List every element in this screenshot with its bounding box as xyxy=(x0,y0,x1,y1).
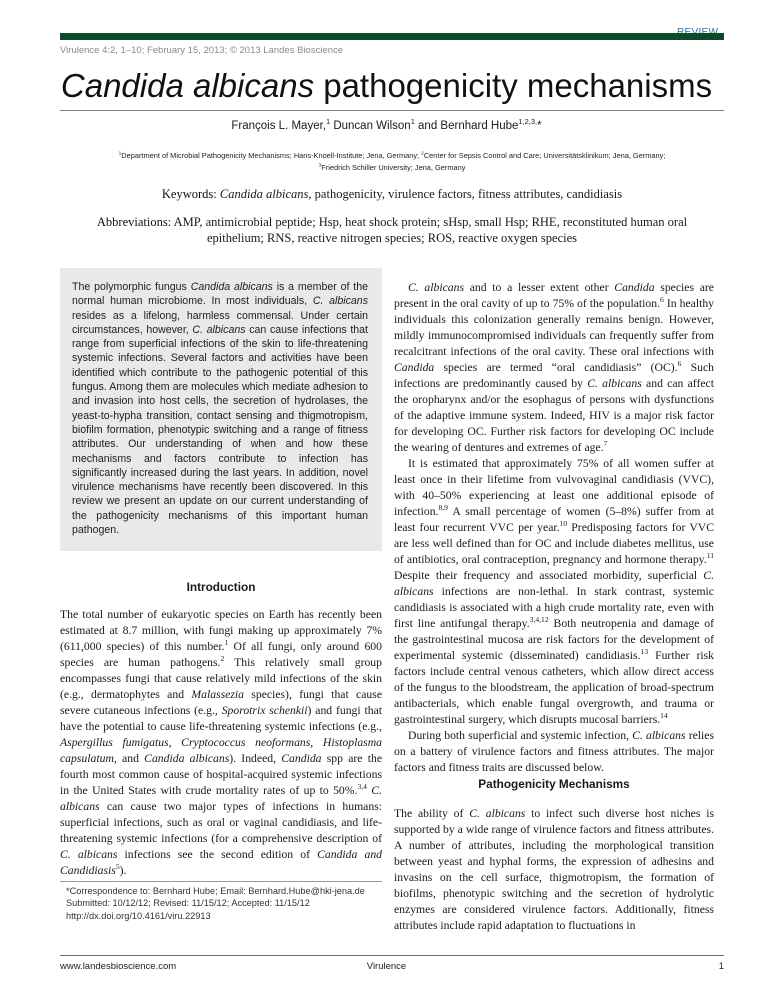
affiliation-line-1 xyxy=(60,151,724,160)
paragraph xyxy=(394,456,714,728)
affil-number: 2 xyxy=(421,151,424,157)
italic-term: C. albicans xyxy=(60,784,383,813)
keywords xyxy=(100,187,684,202)
paragraph xyxy=(394,280,714,456)
text-run: Predisposing factors for VVC are less well defined than for OC and include diabetes mellitus, use of antibiotics, oral contraception, pregnancy and hormone therapy. xyxy=(394,521,715,566)
citation-line: Virulence 4:2, 1–10; February 15, 2013; © 2013 Landes Bioscience xyxy=(60,45,344,56)
text-run: During both superficial and systemic infection, xyxy=(408,729,633,742)
text-run: Further risk factors include central venous catheters, which allow direct access of the fungus to the bloodstream, the application of broad-spectrum antibacterials, which enable fungal overgrowth, and trauma or gastrointestinal surgery, which disrupts mucosal barriers. xyxy=(394,649,715,726)
author-mayer: François L. Mayer, xyxy=(231,120,326,132)
italic-term: C. albicans xyxy=(632,729,686,742)
text-run: infections see the second edition of xyxy=(117,848,318,861)
correspondence-block xyxy=(66,885,382,922)
footer-rule xyxy=(60,955,724,956)
author-wilson: Duncan Wilson xyxy=(330,120,411,132)
title-rest: pathogenicity mechanisms xyxy=(314,67,713,104)
italic-term: Candida albicans xyxy=(190,281,273,293)
affil-text: Friedrich Schiller University; Jena, Germany xyxy=(321,163,466,172)
affiliation-line-2 xyxy=(60,163,724,172)
reference-superscript: 3,4,12 xyxy=(529,615,549,625)
italic-term: C. albicans xyxy=(408,281,465,294)
italic-term: Aspergillus fumigatus, Cryptococcus neoformans, Histoplasma capsulatum xyxy=(60,736,382,765)
corresponding-mark: * xyxy=(537,120,542,132)
italic-term: C. albicans xyxy=(192,323,246,336)
title-species: Candida albicans xyxy=(60,67,315,104)
doi-link[interactable]: http://dx.doi.org/10.4161/viru.22913 xyxy=(66,910,211,921)
correspondence-rule xyxy=(60,881,382,882)
abstract xyxy=(72,280,368,537)
reference-superscript: 6 xyxy=(660,295,664,305)
author-affil: 1,2,3, xyxy=(518,117,538,127)
text-run: spp are the fourth most common cause of hospital-acquired systemic infections in the United States with crude mortality rates of up to 50%. xyxy=(60,752,383,797)
reference-superscript: 3,4 xyxy=(357,782,367,792)
text-run: Such infections are predominantly caused by xyxy=(394,361,715,390)
text-run: Both neutropenia and damage of the gastrointestinal mucosa are risk factors for the development of experimental systemic (disseminated) candidiasis. xyxy=(394,617,714,662)
text-run: and to a lesser extent other xyxy=(464,281,615,294)
affil-text: Department of Microbial Pathogenicity Mechanisms; Hans-Knoell-Institute; Jena, Germany; xyxy=(121,151,422,160)
abbreviations-text: AMP, antimicrobial peptide; Hsp, heat shock protein; sHsp, small Hsp; RHE, reconstituted human oral epithelium; RNS, reactive nitrogen species; ROS, reactive oxygen species xyxy=(173,215,688,245)
reference-superscript: 5 xyxy=(115,862,120,872)
text-run: ) and fungi that have the potential to cause life-threatening systemic infections (e.g., xyxy=(60,704,383,733)
reference-superscript: 11 xyxy=(706,551,714,561)
keywords-label: Keywords: xyxy=(161,187,217,201)
reference-superscript: 14 xyxy=(660,711,668,721)
author-affil: 1 xyxy=(325,117,331,127)
text-run: The ability of xyxy=(394,807,470,820)
text-run: In healthy individuals this colonization generally remains benign. However, mildly immunocompromised individuals can frequently suffer from recalcitrant infections of the oral cavity. These oral infections with xyxy=(394,297,715,358)
reference-superscript: 10 xyxy=(559,519,568,529)
italic-term: C. albicans xyxy=(312,295,369,308)
text-run: ). Indeed, xyxy=(229,752,282,765)
keywords-text: , pathogenicity, virulence factors, fitness attributes, candidiasis xyxy=(308,187,623,201)
text-run: species are termed “oral candidiasis” (OC). xyxy=(434,361,678,374)
reference-superscript: 7 xyxy=(603,439,608,449)
text-run: This relatively small group encompasses fungi that cause relatively mild infections of the skin (e.g., dermatophytes and xyxy=(60,656,382,701)
abbreviations-label: Abbreviations: xyxy=(96,215,172,229)
italic-term: C. albicans xyxy=(587,377,642,390)
author-hube: and Bernhard Hube xyxy=(414,120,519,132)
italic-term: C. albicans xyxy=(394,569,714,598)
right-column-text xyxy=(394,280,714,776)
text-run: to infect such diverse host niches is supported by a wide range of virulence factors and fitness attributes. A number of attributes, including the morphological transition between yeast and hyphal forms, the expression of adhesins and invasins on the cell surface, thigmotropism, the formation of biofilms, phenotypic switching and the secretion of hydrolytic enzymes are considered virulence factors. Additionally, fitness attributes include rapid adaptation to fluctuations in xyxy=(394,807,714,932)
footer-website[interactable]: www.landesbioscience.com xyxy=(60,961,177,972)
keyword-species: Candida albicans xyxy=(219,187,309,201)
text-run: The total number of eukaryotic species on Earth has recently been estimated at 8.7 million, with fungi making up approximately 7% (611,000 species) of this number. xyxy=(60,608,382,653)
title-rule xyxy=(60,110,724,111)
italic-term: Candida albicans xyxy=(144,752,230,765)
header-bar xyxy=(60,33,724,40)
reference-superscript: 8,9 xyxy=(438,503,448,513)
italic-term: Sporotrix schenkii xyxy=(221,704,308,717)
text-run: can cause infections that range from superficial infections of the skin to life-threatening systemic infections. Several factors and activities have been identified which contribute to the pathogenic potential of this fungus. Among them are molecules which mediate adhesion to and invasion into host cells, the secretion of hydrolases, the yeast-to-hypha transition, contact sensing and thigmotropism, biofilm formation, phenotypic switching and a range of fitness attributes. Our understanding of when and how these mechanisms and factors contribute to infection has significantly increased during the last years. In addition, novel virulence mechanisms have recently been discovered. In this review we present an update on our current understanding of the pathogenicity mechanisms of this important human pathogen. xyxy=(72,323,368,537)
text-run: species), fungi that cause severe cutaneous infections (e.g., xyxy=(60,688,383,717)
section-heading-introduction: Introduction xyxy=(186,580,256,594)
text-run: Despite their frequency and associated morbidity, superficial xyxy=(394,569,704,582)
italic-term: Candida xyxy=(281,752,322,765)
author-affil: 1 xyxy=(410,117,415,127)
italic-term: C. albicans xyxy=(60,848,118,861)
text-run: Of all fungi, only around 600 species are human pathogens. xyxy=(60,640,382,669)
italic-term: Candida and Candidiasis xyxy=(60,848,383,877)
text-run: A small percentage of women (5–8%) suffer from at least four recurrent VVC per year. xyxy=(394,505,714,534)
reference-superscript: 2 xyxy=(220,654,225,664)
abbreviations xyxy=(80,214,704,246)
section-heading-pathogenicity: Pathogenicity Mechanisms xyxy=(478,777,630,791)
text-run: , and xyxy=(113,752,145,765)
text-run: and can affect the oropharynx and/or the esophagus of persons with dysfunctions of the adaptive immune system. Indeed, HIV is a major risk factor for developing OC. Further risk factors for developing OC include the wearing of dentures and extremes of age. xyxy=(394,377,714,454)
pathogenicity-paragraph xyxy=(394,806,714,934)
correspondence-line: *Correspondence to: Bernhard Hube; Email: Bernhard.Hube@hki-jena.de xyxy=(66,886,365,896)
paragraph xyxy=(394,728,714,776)
reference-superscript: 13 xyxy=(640,647,649,657)
affil-number: 1 xyxy=(118,151,122,157)
author-list xyxy=(0,117,773,132)
affil-text: Center for Sepsis Control and Care; Universitätsklinikum; Jena, Germany; xyxy=(423,151,666,160)
reference-superscript: 1 xyxy=(224,638,229,648)
affil-number: 3 xyxy=(318,163,322,169)
introduction-paragraph xyxy=(60,607,382,879)
text-run: infections are non-lethal. In stark contrast, systemic candidiasis is associated with a high crude mortality rate, even with first line antifungal therapy. xyxy=(394,585,714,630)
italic-term: Candida xyxy=(394,361,435,374)
article-title xyxy=(0,66,773,106)
dates-line: Submitted: 10/12/12; Revised: 11/15/12; Accepted: 11/15/12 xyxy=(66,898,310,909)
italic-term: C. albicans xyxy=(469,807,526,820)
text-run: ). xyxy=(119,864,127,877)
text-run: species are present in the oral cavity of up to 75% of the population. xyxy=(394,281,714,310)
text-run: is a member of the normal human microbiome. In most individuals, xyxy=(72,281,368,308)
footer-journal: Virulence xyxy=(366,961,407,972)
italic-term: Candida xyxy=(614,281,655,294)
page-number: 1 xyxy=(718,961,724,972)
italic-term: Malassezia xyxy=(191,688,244,701)
text-run: It is estimated that approximately 75% of all women suffer at least once in their lifetime from vulvovaginal candidiasis (VVC), with 40–50% experiencing at least one additional episode of infection. xyxy=(394,457,714,518)
text-run: can cause two major types of infections in humans: superficial infections, such as oral or vaginal candidiasis, and life-threatening systemic infections (for a comprehensive description of xyxy=(60,800,382,845)
text-run: resides as a lifelong, harmless commensal. Under certain circumstances, however, xyxy=(72,309,368,336)
text-run: relies on a battery of virulence factors and fitness attributes. The major factors and fitness traits are discussed below. xyxy=(394,729,715,774)
text-run: The polymorphic fungus xyxy=(72,281,191,293)
reference-superscript: 6 xyxy=(677,359,682,369)
